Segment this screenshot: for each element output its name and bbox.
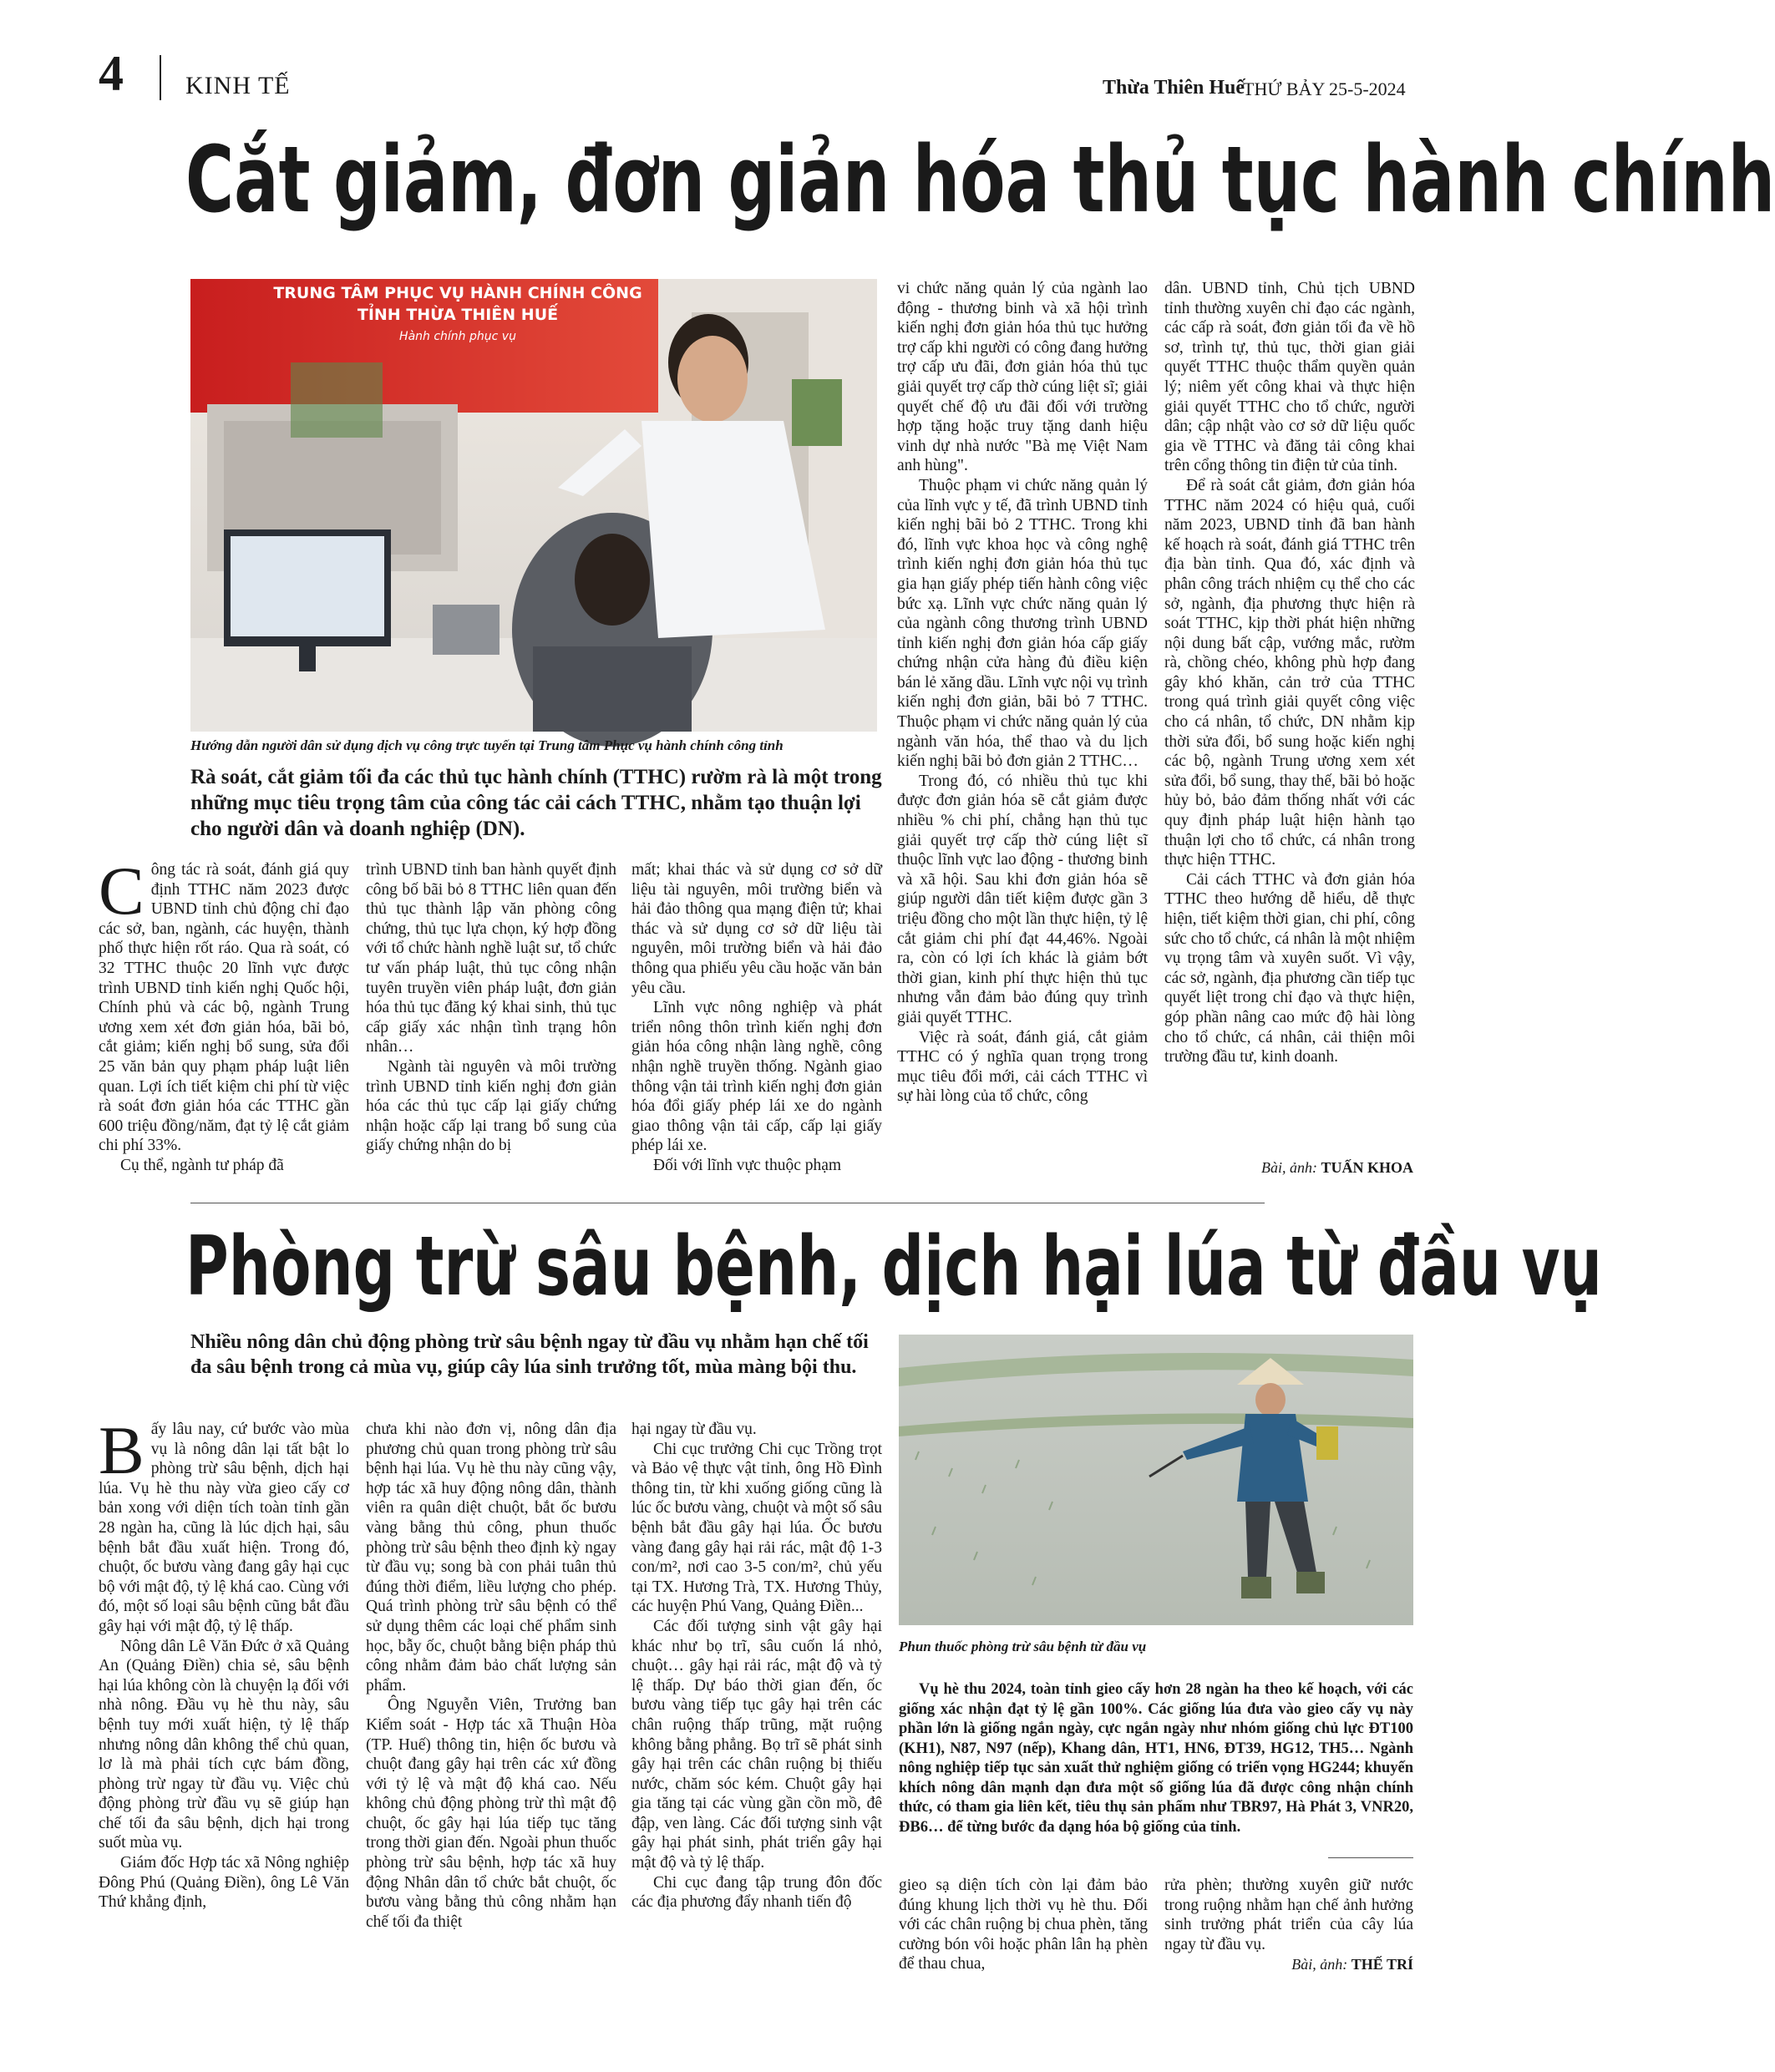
article2-col2-p2: Ông Nguyễn Viên, Trưởng ban Kiểm soát - Hợp tác xã Thuận Hòa (TP. Huế) thông tin, hiện ốc bươu và chuột đang gây hại trên các xứ đồng với tỷ lệ và mật độ khá cao. Nếu không chủ động phòng trừ thì mật độ chuột, ốc gây hại lúa tiếp tục tăng trong thời gian đến. Ngoài phun thuốc phòng trừ sâu bệnh, hợp tác xã huy động Nhân dân tổ chức bắt chuột, ốc bươu vàng bằng thủ công nhằm hạn chế tối đa thiệt — [366, 1696, 616, 1931]
photo-sign-line1: TRUNG TÂM PHỤC VỤ HÀNH CHÍNH CÔNG — [273, 284, 642, 302]
article1-col2 — [366, 860, 616, 1156]
article2-headline: Phòng trừ sâu bệnh, dịch hại lúa từ đầu vụ — [185, 1219, 1602, 1315]
article2-highlight-text: Vụ hè thu 2024, toàn tỉnh gieo cấy hơn 28 ngàn ha theo kế hoạch, với các giống xác nhận đạt tỷ lệ gần 100%. Các giống lúa đưa vào gieo cấy vụ này phần lớn là giống ngắn ngày, cực ngắn ngày như nhóm giống chủ lực ĐT100 (KH1), N87, N97 (nếp), Khang dân, HT1, HN6, ĐT39, HG12, TH5… Ngành nông nghiệp tiếp tục sản xuất thử nghiệm giống có triển vọng HG244; khuyến khích nông dân mạnh dạn đưa một số giống lúa đã được công nhận chính thức, có tham gia liên kết, tiêu thụ sản phẩm như TBR97, Hà Phát 3, VNR20, ĐB6… để từng bước đa dạng hóa bộ giống của tỉnh. — [899, 1681, 1413, 1836]
article1-col3 — [631, 860, 882, 1176]
article1-col1-p1: ông tác rà soát, đánh giá quy định TTHC năm 2023 được UBND tỉnh chủ động chỉ đạo các sở, ban, ngành, các huyện, thành phố thực hiện rốt ráo. Qua rà soát, có 32 TTHC thuộc 20 lĩnh vực được trình UBND tỉnh kiến nghị Quốc hội, Chính phủ và các bộ, ngành Trung ương xem xét đơn giản hóa, bãi bỏ, cắt giảm; kiến nghị bổ sung, sửa đổi 25 văn bản quy phạm pháp luật liên quan. Lợi ích tiết kiệm chi phí từ việc rà soát đơn giản hóa các TTHC gần 600 triệu đồng/năm, đạt tỷ lệ cắt giảm chi phí 33%. — [99, 861, 349, 1155]
article2-col4 — [899, 1876, 1148, 1974]
article2-col1-p2: Nông dân Lê Văn Đức ở xã Quảng An (Quảng Điền) chia sẻ, sâu bệnh hại lúa không còn là chuyện lạ đối với nhà nông. Đầu vụ hè thu này, sâu bệnh tuy mới xuất hiện, tỷ lệ thấp nhưng nông dân không thể chủ quan, lơ là mà phải tích cực bám đồng, phòng trừ ngay từ đầu vụ. Việc chủ động phòng trừ đầu vụ sẽ giúp hạn chế tối đa sâu bệnh, dịch hại trong suốt mùa vụ. — [99, 1637, 349, 1852]
article2-col1 — [99, 1412, 349, 1912]
article1-col4 — [897, 279, 1148, 1107]
article1-col5-p3: Cải cách TTHC và đơn giản hóa TTHC theo hướng dễ hiểu, dễ thực hiện, tiết kiệm thời gian, chi phí, công sức cho tổ chức, cá nhân là một nhiệm vụ trọng tâm và xuyên suốt. Vì vậy, các sở, ngành, địa phương cần tiếp tục quyết liệt trong chỉ đạo và thực hiện, góp phần nâng cao mức độ hài lòng cho tổ chức, cá nhân, cải thiện môi trường đầu tư, kinh doanh. — [1164, 870, 1416, 1066]
article2-col1-p1: ấy lâu nay, cứ bước vào mùa vụ là nông dân lại tất bật lo phòng trừ sâu bệnh, dịch hại lúa. Vụ hè thu này vừa gieo cấy cơ bản xong với diện tích toàn tỉnh gần 28 ngàn ha, cũng là lúc dịch hại, sâu bệnh bắt đầu xuất hiện. Trong đó, chuột, ốc bươu vàng đang gây hại cục bộ với mật độ, tỷ lệ khá cao. Cùng với đó, một số loại sâu bệnh cũng bắt đầu gây hại với mật độ, tỷ lệ thấp. — [99, 1421, 349, 1635]
article2-byline — [1236, 1956, 1413, 1973]
article1-col3-p3: Đối với lĩnh vực thuộc phạm — [653, 1156, 842, 1174]
article2-byline-label: Bài, ảnh: — [1291, 1956, 1348, 1973]
article1-col5 — [1164, 279, 1415, 1067]
issue-date: THỨ BẢY 25-5-2024 — [1243, 79, 1406, 99]
article2-col3-p3: Các đối tượng sinh vật gây hại khác như bọ trĩ, sâu cuốn lá nhỏ, chuột… gây hại rải rác, mật độ và tỷ lệ thấp. Dự báo thời gian đến, ốc bươu vàng tiếp tục gây hại trên các chân ruộng thấp trũng, mặt ruộng không bằng phẳng. Bọ trĩ sẽ phát sinh gây hại trên các chân ruộng bị thiếu nước, chăm sóc kém. Chuột gây hại gia tăng tại các vùng gần cồn mồ, đê đập, ven làng. Các đối tượng sinh vật gây hại phát sinh, phát triển gây hại mật độ và tỷ lệ thấp. — [631, 1617, 882, 1872]
article1-dropcap: C — [99, 853, 145, 929]
article2-col1-p3: Giám đốc Hợp tác xã Nông nghiệp Đông Phú (Quảng Điền), ông Lê Văn Thứ khẳng định, — [99, 1854, 349, 1912]
article1-col4-p4: Việc rà soát, đánh giá, cắt giảm TTHC có ý nghĩa quan trọng trong mục tiêu đổi mới, cải cách TTHC vì sự hài lòng của tổ chức, công — [897, 1028, 1148, 1106]
article1-byline-label: Bài, ảnh: — [1260, 1159, 1317, 1176]
article1-col3-p1: mất; khai thác và sử dụng cơ sở dữ liệu tài nguyên, môi trường biển và hải đảo thông qua mạng điện tử; khai thác và sử dụng cơ sở dữ liệu tài nguyên, môi trường biển và hải đảo thông qua phiếu yêu cầu hoặc văn bản yêu cầu. — [631, 861, 882, 997]
article1-caption: Hướng dẫn người dân sử dụng dịch vụ công trực tuyến tại Trung tâm Phục vụ hành chính công tỉnh — [190, 737, 784, 753]
article2-col5 — [1164, 1876, 1413, 1954]
article1-col4-p1: vi chức năng quản lý của ngành lao động - thương binh và xã hội trình kiến nghị đơn giản hóa thủ tục hưởng trợ cấp khi người có công đang hưởng trợ cấp ưu đãi, đơn giản hóa thủ tục giải quyết trợ cấp thờ cúng liệt sĩ; giải quyết chế độ ưu đãi đối với trường hợp tặng hoặc truy tặng danh hiệu vinh dự nhà nước "Bà mẹ Việt Nam anh hùng". — [897, 280, 1148, 475]
article1-col1 — [99, 853, 349, 1176]
photo-sign-line3: Hành chính phục vụ — [399, 330, 516, 343]
article2-caption: Phun thuốc phòng trừ sâu bệnh từ đầu vụ — [899, 1639, 1147, 1654]
article2-photo — [899, 1335, 1413, 1625]
section-name: KINH TẾ — [185, 72, 291, 99]
photo-sign-line2: TỈNH THỪA THIÊN HUẾ — [357, 306, 559, 324]
newspaper-name: Thừa Thiên Huế — [1103, 77, 1245, 99]
article1-col5-p1: dân. UBND tỉnh, Chủ tịch UBND tỉnh thường xuyên chỉ đạo các ngành, các cấp rà soát, đơn giản tối đa về hồ sơ, trình tự, thủ tục, thời gian giải quyết TTHC thuộc thẩm quyền quản lý; niêm yết công khai và thực hiện giải quyết TTHC cho tổ chức, người dân; cập nhật vào cơ sở dữ liệu quốc gia về TTHC và đăng tải công khai trên cổng thông tin điện tử của tỉnh. — [1164, 280, 1415, 475]
article1-byline — [1236, 1159, 1413, 1177]
header-divider — [160, 55, 161, 100]
article1-byline-name: TUẤN KHOA — [1321, 1159, 1413, 1176]
article1-photo — [190, 279, 877, 732]
article1-col4-p2: Thuộc phạm vi chức năng quản lý của lĩnh vực y tế, đã trình UBND tỉnh kiến nghị bãi bỏ 2 TTHC. Trong khi đó, lĩnh vực khoa học và công nghệ trình kiến nghị đơn giản hóa thủ tục gia hạn giấy phép tiến hành công việc bức xạ. Lĩnh vực chức năng quản lý của ngành công thương trình UBND tỉnh kiến nghị đơn giản hóa cấp giấy chứng nhận cửa hàng đủ điều kiện bán lẻ xăng dầu. Lĩnh vực nội vụ trình kiến nghị đơn giản, bãi bỏ 7 TTHC. Thuộc phạm vi chức năng quản lý của ngành văn hóa, thể thao và du lịch kiến nghị bãi bỏ đơn giản 2 TTHC… — [897, 476, 1148, 771]
article1-sapo: Rà soát, cắt giảm tối đa các thủ tục hành chính (TTHC) rườm rà là một trong những mục tiêu trọng tâm của công tác cải cách TTHC, nhằm tạo thuận lợi cho người dân và doanh nghiệp (DN). — [190, 766, 882, 840]
article1-headline: Cắt giảm, đơn giản hóa thủ tục hành chính — [185, 126, 1775, 233]
article2-col4-p1: gieo sạ diện tích còn lại đảm bảo đúng khung lịch thời vụ hè thu. Đối với các chân ruộng bị chua phèn, tăng cường bón vôi hoặc phân lân hạ phèn để thau chua, — [899, 1877, 1148, 1973]
article2-col5-p1: rửa phèn; thường xuyên giữ nước trong ruộng nhằm hạn chế ảnh hưởng sinh trưởng phát triển của cây lúa ngay từ đầu vụ. — [1164, 1877, 1413, 1953]
article2-sapo: Nhiều nông dân chủ động phòng trừ sâu bệnh ngay từ đầu vụ nhằm hạn chế tối đa sâu bệnh trong cả mùa vụ, giúp cây lúa sinh trưởng tốt, mùa màng bội thu. — [190, 1331, 869, 1378]
article2-col2 — [366, 1420, 616, 1932]
article2-col3-p4: Chi cục đang tập trung đôn đốc các địa phương đẩy nhanh tiến độ — [631, 1873, 882, 1912]
article2-byline-name: THẾ TRÍ — [1351, 1956, 1413, 1973]
article1-col2-p2: Ngành tài nguyên và môi trường trình UBND tỉnh kiến nghị đơn giản hóa các thủ tục cấp lại giấy chứng nhận hoặc cấp lại trang bổ sung của giấy chứng nhận do bị — [366, 1057, 616, 1155]
article2-col3 — [631, 1420, 882, 1912]
article2-col3-p2: Chi cục trưởng Chi cục Trồng trọt và Bảo vệ thực vật tỉnh, ông Hồ Đình thông tin, từ khi xuống giống cũng là lúc ốc bươu vàng, chuột và một số sâu bệnh bắt đầu gây hại lúa. Ốc bươu vàng đang gây hại rải rác, mật độ 1-3 con/m², nơi cao 3-5 con/m², chủ yếu tại TX. Hương Trà, TX. Hương Thủy, các huyện Phú Vang, Quảng Điền... — [631, 1440, 882, 1616]
article1-col2-p1: trình UBND tỉnh ban hành quyết định công bố bãi bỏ 8 TTHC liên quan đến thủ tục thành lập văn phòng công chứng, thủ tục lựa chọn, ký hợp đồng với tổ chức hành nghề luật sư, tổ chức tư vấn pháp luật, thủ tục công nhận tuyên truyền viên pháp luật, đơn giản hóa thủ tục đăng ký khai sinh, thủ tục cấp giấy xác nhận tình trạng hôn nhân… — [366, 861, 616, 1056]
article2-dropcap: B — [99, 1412, 145, 1488]
article1-col3-p2: Lĩnh vực nông nghiệp và phát triển nông thôn trình kiến nghị đơn giản hóa công nhận làng nghề, công nhận nghề truyền thống. Ngành giao thông vận tải trình kiến nghị đơn giản hóa đổi giấy phép lái xe do ngành giao thông vận tải cấp, cấp lại giấy phép lái xe. — [631, 999, 882, 1155]
article1-col5-p2: Để rà soát cắt giảm, đơn giản hóa TTHC năm 2024 có hiệu quả, cuối năm 2023, UBND tỉnh đã ban hành kế hoạch rà soát, đánh giá TTHC trên địa bàn tỉnh. Qua đó, xác định và phân công trách nhiệm cụ thể cho các sở, ngành, địa phương thực hiện rà soát TTHC, kịp thời phát hiện những nội dung bất cập, vướng mắc, rườm rà, chồng chéo, không phù hợp đang gây khó khăn, cản trở của TTHC trong quá trình giải quyết công việc cho cá nhân, tổ chức, DN nhằm kịp thời sửa đổi, bổ sung hoặc kiến nghị các bộ, ngành Trung ương xem xét sửa đổi, bổ sung, thay thế, bãi bỏ hoặc hủy bỏ, bảo đảm thống nhất với các quy định pháp luật hiện hành tạo thuận lợi cho tổ chức, cá nhân trong thực hiện TTHC. — [1164, 476, 1415, 869]
article2-col2-p1: chưa khi nào đơn vị, nông dân địa phương chủ quan trong phòng trừ sâu bệnh hại lúa. Vụ hè thu này cũng vậy, hợp tác xã huy động nông dân, thành viên ra quân diệt chuột, bắt ốc bươu vàng bằng thủ công, phun thuốc phòng trừ sâu bệnh theo định kỳ ngay từ đầu vụ; song bà con phải tuân thủ đúng thời điểm, liều lượng cho phép. Quá trình phòng trừ sâu bệnh có thể sử dụng thêm các loại chế phẩm sinh học, bẫy ốc, chuột bằng biện pháp thủ công nhằm đảm bảo chất lượng sản phẩm. — [366, 1421, 616, 1695]
article2-highlight-box — [899, 1680, 1413, 1837]
page-number: 4 — [99, 46, 124, 101]
article1-col1-p2: Cụ thể, ngành tư pháp đã — [120, 1156, 284, 1174]
highlight-box-rule — [1328, 1857, 1413, 1858]
article1-col4-p3: Trong đó, có nhiều thủ tục khi được đơn giản hóa sẽ cắt giảm được nhiều % chi phí, chẳng hạn thủ tục giải quyết trợ cấp thờ cúng liệt sĩ thuộc lĩnh vực lao động - thương binh và xã hội. Sau khi đơn giản hóa sẽ giúp người dân tiết kiệm được gần 3 triệu đồng cho một lần thực hiện, tỷ lệ cắt giảm chi phí đạt 44,46%. Ngoài ra, còn có lợi ích khác là giảm bớt thời gian, kinh phí thực hiện thủ tục nhưng vẫn đảm bảo đúng quy trình giải quyết TTHC. — [897, 772, 1148, 1026]
article2-col3-p1: hại ngay từ đầu vụ. — [631, 1421, 757, 1438]
